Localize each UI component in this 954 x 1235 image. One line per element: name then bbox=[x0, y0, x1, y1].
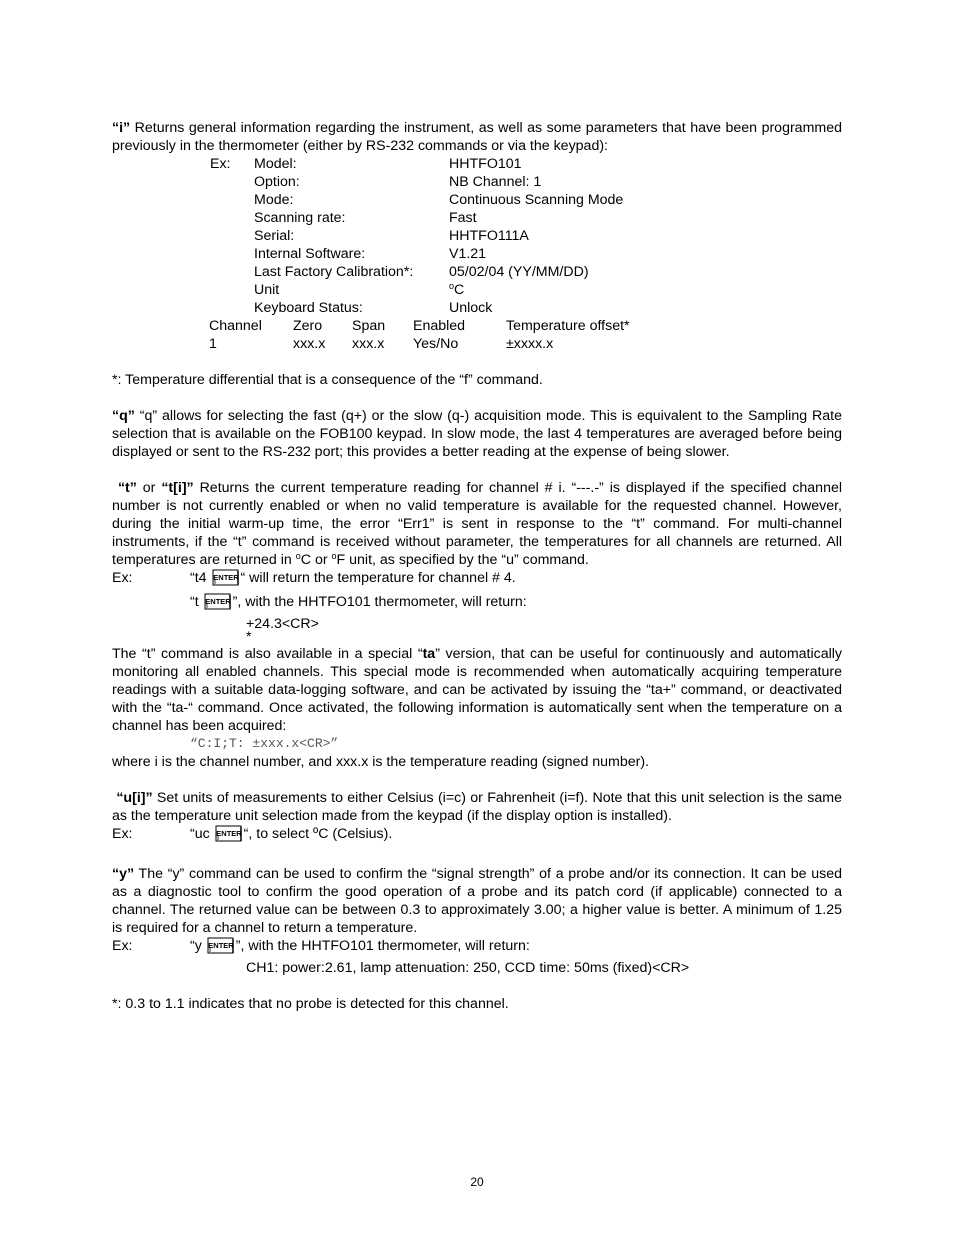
page-number: 20 bbox=[470, 1175, 484, 1189]
unit-value: $^o$C bbox=[449, 281, 465, 298]
field-value: V1.21 bbox=[449, 246, 487, 262]
y-example: “y ”, with the HHTFO101 thermometer, will return: bbox=[190, 938, 530, 954]
y-command-key: “y” bbox=[112, 866, 135, 882]
ta-format-string: “C:I;T: ±xxx.x<CR>” bbox=[190, 736, 339, 751]
keyboard-status-label: Keyboard Status: bbox=[254, 300, 363, 316]
i-footnote: *: Temperature differential that is a consequence of the “f” command. bbox=[112, 372, 543, 388]
t-example-2: “t ”, with the HHTFO101 thermometer, will return: bbox=[190, 594, 527, 610]
ta-paragraph: The “t” command is also available in a special “ta” version, that can be useful for continuously and automatically monitoring all enabled channels. This special mode is recommended when automatically acquiring temperature readings with a suitable data-logging software, and can be activated by issuing the “ta+” command, or deactivated with the “ta-“ command. Once activated, the following information is automatically sent when the temperature on a channel has been acquired: bbox=[112, 646, 842, 734]
field-label: Scanning rate: bbox=[254, 210, 346, 226]
q-command-key: “q” bbox=[112, 408, 135, 424]
field-label: Internal Software: bbox=[254, 246, 366, 262]
or-text: or bbox=[136, 480, 162, 496]
y-footnote: *: 0.3 to 1.1 indicates that no probe is detected for this channel. bbox=[112, 996, 509, 1012]
table-cell: xxx.x bbox=[293, 336, 326, 352]
t-command-paragraph: “t” or “t[i]” Returns the current temperature reading for channel # i. “---.-” is displayed if the specified channel number is not currently enabled or when no valid temperature is available for the requested channel. However, during the initial warm-up time, the error “Err1” is sent in response to the “t” command. For multi-channel instruments, if the “t” command is received without parameter, the temperatures for all channels are returned. All temperatures are returned in $^o$C or $^o$F unit, as specified by the “u” command. bbox=[112, 480, 843, 568]
field-value: Fast bbox=[449, 210, 477, 226]
channel-table-header bbox=[112, 317, 842, 335]
field-label: Option: bbox=[254, 174, 300, 190]
field-label: Serial: bbox=[254, 228, 295, 244]
field-label: Mode: bbox=[254, 192, 294, 208]
ta-key: ta bbox=[422, 646, 436, 662]
t-example-1: “t4 “ will return the temperature for channel # 4. bbox=[190, 570, 516, 586]
field-label: Model: bbox=[254, 156, 297, 172]
table-cell: ±xxxx.x bbox=[506, 336, 554, 352]
table-header-cell: Channel bbox=[209, 318, 262, 334]
table-header-cell: Temperature offset* bbox=[506, 318, 630, 334]
field-value: HHTFO111A bbox=[449, 228, 529, 244]
t-command-key: “t” bbox=[117, 480, 137, 496]
keyboard-status-value: Unlock bbox=[449, 300, 493, 316]
t-example-result: +24.3<CR> bbox=[246, 616, 319, 632]
q-command-text: “q” allows for selecting the fast (q+) or the slow (q-) acquisition mode. This is equivalent to the Sampling Rate selection that is available on the FOB100 keypad. In slow mode, the last 4 temperatures are averaged before being displayed or sent to the RS-232 port; this provides a better reading at the expense of being slower. bbox=[112, 408, 842, 460]
i-command-key: “i” bbox=[112, 120, 131, 136]
ex-label: Ex: bbox=[112, 938, 133, 954]
field-value: NB Channel: 1 bbox=[449, 174, 542, 190]
field-value: 05/02/04 (YY/MM/DD) bbox=[449, 264, 589, 280]
u-example: “uc “, to select ºC (Celsius). bbox=[190, 826, 393, 842]
y-command-text: The “y” command can be used to confirm the “signal strength” of a probe and/or its connection. It can be used as a diagnostic tool to confirm the good operation of a probe and its patch cord (if applicable) connected to a channel. The returned value can be between 0.3 to approximately 3.00; a higher value is better. A minimum of 1.25 is required for a channel to return a temperature. bbox=[112, 866, 842, 936]
y-command-paragraph bbox=[112, 865, 842, 937]
unit-label: Unit bbox=[254, 282, 280, 298]
t-command-text: Returns the current temperature reading for channel # i. “---.-” is displayed if the specified channel number is not currently enabled or when no valid temperature is available for the requested channel. However, during the initial warm-up time, the error “Err1” is sent in response to the “t” command. For multi-channel instruments, if the “t” command is received without parameter, the temperatures for all channels are returned. All temperatures are returned in bbox=[112, 480, 843, 568]
enter-key-icon bbox=[207, 937, 235, 954]
i-example-block bbox=[112, 155, 842, 353]
u-command-paragraph bbox=[112, 789, 842, 825]
table-cell: Yes/No bbox=[413, 336, 459, 352]
u-command-text: Set units of measurements to either Celsius (i=c) or Fahrenheit (i=f). Note that this unit selection is the same as the temperature unit selection made from the keypad (if the display option is installed). bbox=[112, 790, 842, 824]
table-header-cell: Enabled bbox=[413, 318, 466, 334]
table-header-cell: Zero bbox=[293, 318, 323, 334]
field-value: HHTFO101 bbox=[449, 156, 522, 172]
enter-key-icon bbox=[212, 569, 240, 586]
channel-table-row bbox=[112, 335, 842, 353]
table-cell: 1 bbox=[209, 336, 217, 352]
i-command-paragraph bbox=[112, 119, 842, 155]
ta-where-text: where i is the channel number, and xxx.x is the temperature reading (signed number). bbox=[112, 754, 650, 770]
ex-label: Ex: bbox=[112, 826, 133, 842]
field-label: Last Factory Calibration*: bbox=[254, 264, 414, 280]
t-example-star: * bbox=[246, 629, 252, 645]
enter-key-icon bbox=[215, 825, 243, 842]
enter-key-icon bbox=[204, 593, 232, 610]
ex-label: Ex: bbox=[112, 570, 133, 586]
table-header-cell: Span bbox=[352, 318, 386, 334]
ex-label: Ex: bbox=[210, 156, 231, 172]
t-i-command-key: “t[i]” bbox=[161, 480, 194, 496]
q-command-paragraph bbox=[112, 407, 842, 461]
u-command-key: “u[i]” bbox=[116, 790, 153, 806]
y-example-result: CH1: power:2.61, lamp attenuation: 250, CCD time: 50ms (fixed)<CR> bbox=[246, 960, 690, 976]
field-value: Continuous Scanning Mode bbox=[449, 192, 624, 208]
table-cell: xxx.x bbox=[352, 336, 385, 352]
i-command-text: Returns general information regarding the instrument, as well as some parameters that have been programmed previously in the thermometer (either by RS-232 commands or via the keypad): bbox=[112, 120, 842, 154]
